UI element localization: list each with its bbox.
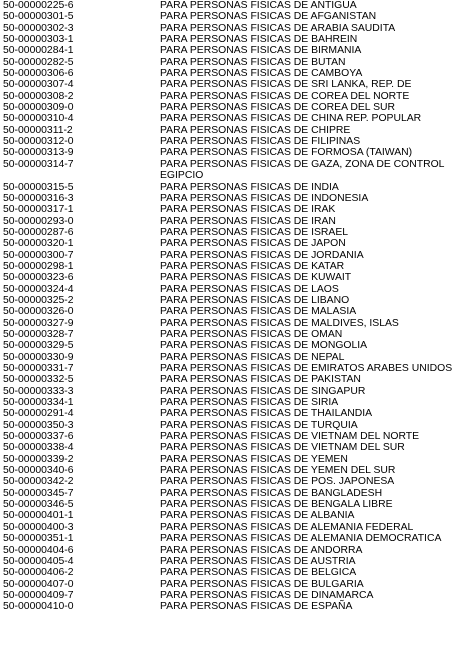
list-item — [1, 352, 464, 363]
description-cell: PARA PERSONAS FISICAS DE YEMEN DEL SUR — [160, 465, 396, 477]
description-cell: PARA PERSONAS FISICAS DE MALDIVES, ISLAS — [160, 317, 399, 329]
description-cell: PARA PERSONAS FISICAS DE SIRIA — [160, 397, 339, 409]
description-cell: PARA PERSONAS FISICAS DE AUSTRIA — [160, 555, 356, 567]
code-cell: 50-00000407-0 — [3, 578, 74, 590]
code-cell: 50-00000306-6 — [3, 68, 74, 80]
list-item — [1, 499, 464, 510]
code-cell: 50-00000326-0 — [3, 306, 74, 318]
code-cell: 50-00000331-7 — [3, 363, 74, 374]
code-cell: 50-00000346-5 — [3, 499, 74, 511]
description-cell: PARA PERSONAS FISICAS DE DINAMARCA — [160, 589, 374, 601]
description-cell: PARA PERSONAS FISICAS DE NEPAL — [160, 351, 345, 363]
description-cell: PARA PERSONAS FISICAS DE ANDORRA — [160, 544, 363, 556]
list-item — [1, 488, 464, 499]
description-cell: PARA PERSONAS FISICAS DE LIBANO — [160, 294, 350, 306]
code-cell: 50-00000330-9 — [3, 351, 74, 363]
description-cell: PARA PERSONAS FISICAS DE SINGAPUR — [160, 385, 366, 397]
description-cell: PARA PERSONAS FISICAS DE ESPAÑA — [160, 601, 353, 613]
description-cell: PARA PERSONAS FISICAS DE IRAK — [160, 204, 336, 216]
description-cell: PARA PERSONAS FISICAS DE INDIA — [160, 181, 339, 193]
description-cell: PARA PERSONAS FISICAS DE ALBANIA — [160, 510, 355, 522]
list-item — [1, 579, 464, 590]
description-cell: PARA PERSONAS FISICAS DE ALEMANIA DEMOCRATICA — [160, 533, 442, 545]
code-cell: 50-00000328-7 — [3, 328, 74, 340]
description-cell: PARA PERSONAS FISICAS DE COREA DEL SUR — [160, 102, 396, 114]
list-item — [1, 68, 464, 79]
list-item — [1, 374, 464, 385]
description-cell: PARA PERSONAS FISICAS DE OMAN — [160, 328, 343, 340]
list-item — [1, 250, 464, 261]
code-cell: 50-00000404-6 — [3, 544, 74, 556]
description-cell: PARA PERSONAS FISICAS DE FILIPINAS — [160, 136, 361, 148]
description-cell: PARA PERSONAS FISICAS DE MONGOLIA — [160, 340, 368, 352]
list-item — [1, 45, 464, 56]
description-cell: PARA PERSONAS FISICAS DE BELGICA — [160, 567, 357, 579]
list-item — [1, 431, 464, 442]
code-cell: 50-00000401-1 — [3, 510, 74, 522]
code-cell: 50-00000317-1 — [3, 204, 74, 216]
code-cell: 50-00000301-5 — [3, 11, 74, 23]
description-cell: PARA PERSONAS FISICAS DE COREA DEL NORTE — [160, 90, 410, 102]
code-cell: 50-00000410-0 — [3, 601, 74, 613]
code-cell: 50-00000314-7 — [3, 158, 74, 170]
list-item — [1, 113, 464, 124]
code-cell: 50-00000298-1 — [3, 260, 74, 272]
list-item — [1, 272, 464, 283]
code-cell: 50-00000282-5 — [3, 56, 74, 68]
list-item — [1, 136, 464, 147]
description-cell: PARA PERSONAS FISICAS DE BAHREIN — [160, 34, 358, 46]
description-cell: PARA PERSONAS FISICAS DE BIRMANIA — [160, 45, 362, 57]
description-cell: PARA PERSONAS FISICAS DE BUTAN — [160, 56, 346, 68]
code-cell: 50-00000313-9 — [3, 147, 74, 159]
list-item — [1, 386, 464, 397]
code-cell: 50-00000409-7 — [3, 589, 74, 601]
code-cell: 50-00000350-3 — [3, 419, 74, 431]
code-cell: 50-00000405-4 — [3, 555, 74, 567]
description-cell: PARA PERSONAS FISICAS DE ARABIA SAUDITA — [160, 22, 396, 34]
description-cell: PARA PERSONAS FISICAS DE MALASIA — [160, 306, 357, 318]
description-cell: PARA PERSONAS FISICAS DE VIETNAM DEL SUR — [160, 442, 405, 454]
list-item — [1, 238, 464, 249]
code-cell: 50-00000400-3 — [3, 521, 74, 533]
description-cell: PARA PERSONAS FISICAS DE KATAR — [160, 260, 345, 272]
list-item — [1, 147, 464, 158]
description-cell: PARA PERSONAS FISICAS DE GAZA, ZONA DE CONTROL EGIPCIO — [160, 158, 445, 182]
code-cell: 50-00000302-3 — [3, 22, 74, 34]
list-item — [1, 454, 464, 465]
code-cell: 50-00000225-6 — [3, 0, 74, 11]
description-cell: PARA PERSONAS FISICAS DE THAILANDIA — [160, 408, 373, 420]
description-cell: PARA PERSONAS FISICAS DE CHINA REP. POPULAR — [160, 113, 422, 125]
code-cell: 50-00000406-2 — [3, 567, 74, 579]
list-item — [1, 261, 464, 272]
code-cell: 50-00000345-7 — [3, 487, 74, 499]
code-cell: 50-00000291-4 — [3, 408, 74, 420]
code-cell: 50-00000323-6 — [3, 272, 74, 284]
list-item — [1, 556, 464, 567]
list-item — [1, 590, 464, 601]
description-cell: PARA PERSONAS FISICAS DE JORDANIA — [160, 249, 364, 261]
list-item — [1, 227, 464, 238]
list-item — [1, 23, 464, 34]
code-cell: 50-00000333-3 — [3, 385, 74, 397]
description-cell: PARA PERSONAS FISICAS DE INDONESIA — [160, 192, 369, 204]
list-item — [1, 340, 464, 351]
description-cell: PARA PERSONAS FISICAS DE KUWAIT — [160, 272, 352, 284]
code-cell: 50-00000293-0 — [3, 215, 74, 227]
description-cell: PARA PERSONAS FISICAS DE SRI LANKA, REP. DE — [160, 79, 412, 91]
code-cell: 50-00000338-4 — [3, 442, 74, 454]
code-cell: 50-00000316-3 — [3, 192, 74, 204]
description-cell: PARA PERSONAS FISICAS DE VIETNAM DEL NORTE — [160, 431, 420, 443]
list-item — [1, 125, 464, 136]
code-list — [1, 0, 464, 613]
description-cell: PARA PERSONAS FISICAS DE IRAN — [160, 215, 336, 227]
code-cell: 50-00000334-1 — [3, 397, 74, 409]
list-item — [1, 193, 464, 204]
list-item — [1, 204, 464, 215]
list-item — [1, 510, 464, 521]
list-item — [1, 102, 464, 113]
list-item — [1, 306, 464, 317]
code-cell: 50-00000300-7 — [3, 249, 74, 261]
list-item — [1, 476, 464, 487]
list-item — [1, 329, 464, 340]
code-cell: 50-00000351-1 — [3, 533, 74, 545]
code-cell: 50-00000315-5 — [3, 181, 74, 193]
list-item — [1, 182, 464, 193]
list-item — [1, 363, 464, 374]
list-item — [1, 216, 464, 227]
code-cell: 50-00000287-6 — [3, 226, 74, 238]
code-cell: 50-00000324-4 — [3, 283, 74, 295]
description-cell: PARA PERSONAS FISICAS DE ALEMANIA FEDERAL — [160, 521, 414, 533]
list-item — [1, 11, 464, 22]
description-cell: PARA PERSONAS FISICAS DE CHIPRE — [160, 124, 351, 136]
list-item — [1, 318, 464, 329]
code-cell: 50-00000329-5 — [3, 340, 74, 352]
list-item — [1, 420, 464, 431]
code-cell: 50-00000325-2 — [3, 294, 74, 306]
description-cell: PARA PERSONAS FISICAS DE EMIRATOS ARABES UNIDOS — [160, 363, 453, 374]
list-item — [1, 601, 464, 612]
list-item — [1, 408, 464, 419]
description-cell: PARA PERSONAS FISICAS DE BANGLADESH — [160, 487, 383, 499]
description-cell: PARA PERSONAS FISICAS DE ANTIGUA — [160, 0, 357, 11]
code-cell: 50-00000303-1 — [3, 34, 74, 46]
code-cell: 50-00000310-4 — [3, 113, 74, 125]
list-item — [1, 545, 464, 556]
description-cell: PARA PERSONAS FISICAS DE FORMOSA (TAIWAN) — [160, 147, 413, 159]
list-item — [1, 79, 464, 90]
description-cell: PARA PERSONAS FISICAS DE CAMBOYA — [160, 68, 363, 80]
description-cell: PARA PERSONAS FISICAS DE TURQUIA — [160, 419, 358, 431]
code-cell: 50-00000332-5 — [3, 374, 74, 386]
description-cell: PARA PERSONAS FISICAS DE LAOS — [160, 283, 339, 295]
code-cell: 50-00000284-1 — [3, 45, 74, 57]
list-item — [1, 533, 464, 544]
code-cell: 50-00000309-0 — [3, 102, 74, 114]
description-cell: PARA PERSONAS FISICAS DE AFGANISTAN — [160, 11, 377, 23]
list-item — [1, 397, 464, 408]
description-cell: PARA PERSONAS FISICAS DE BULGARIA — [160, 578, 364, 590]
description-cell: PARA PERSONAS FISICAS DE ISRAEL — [160, 226, 349, 238]
list-item — [1, 91, 464, 102]
code-cell: 50-00000312-0 — [3, 136, 74, 148]
code-cell: 50-00000311-2 — [3, 124, 73, 136]
description-cell: PARA PERSONAS FISICAS DE JAPON — [160, 238, 346, 250]
list-item — [1, 57, 464, 68]
description-cell: PARA PERSONAS FISICAS DE BENGALA LIBRE — [160, 499, 393, 511]
list-item — [1, 159, 464, 182]
code-cell: 50-00000307-4 — [3, 79, 74, 91]
code-cell: 50-00000320-1 — [3, 238, 74, 250]
list-item — [1, 0, 464, 11]
code-cell: 50-00000327-9 — [3, 317, 74, 329]
description-cell: PARA PERSONAS FISICAS DE YEMEN — [160, 453, 348, 465]
description-cell: PARA PERSONAS FISICAS DE POS. JAPONESA — [160, 476, 395, 488]
code-cell: 50-00000339-2 — [3, 453, 74, 465]
list-item — [1, 442, 464, 453]
list-item — [1, 567, 464, 578]
code-cell: 50-00000340-6 — [3, 465, 74, 477]
list-item — [1, 34, 464, 45]
code-cell: 50-00000308-2 — [3, 90, 74, 102]
list-item — [1, 522, 464, 533]
list-item — [1, 284, 464, 295]
list-item — [1, 465, 464, 476]
code-cell: 50-00000337-6 — [3, 431, 74, 443]
description-cell: PARA PERSONAS FISICAS DE PAKISTAN — [160, 374, 361, 386]
code-cell: 50-00000342-2 — [3, 476, 74, 488]
list-item — [1, 295, 464, 306]
